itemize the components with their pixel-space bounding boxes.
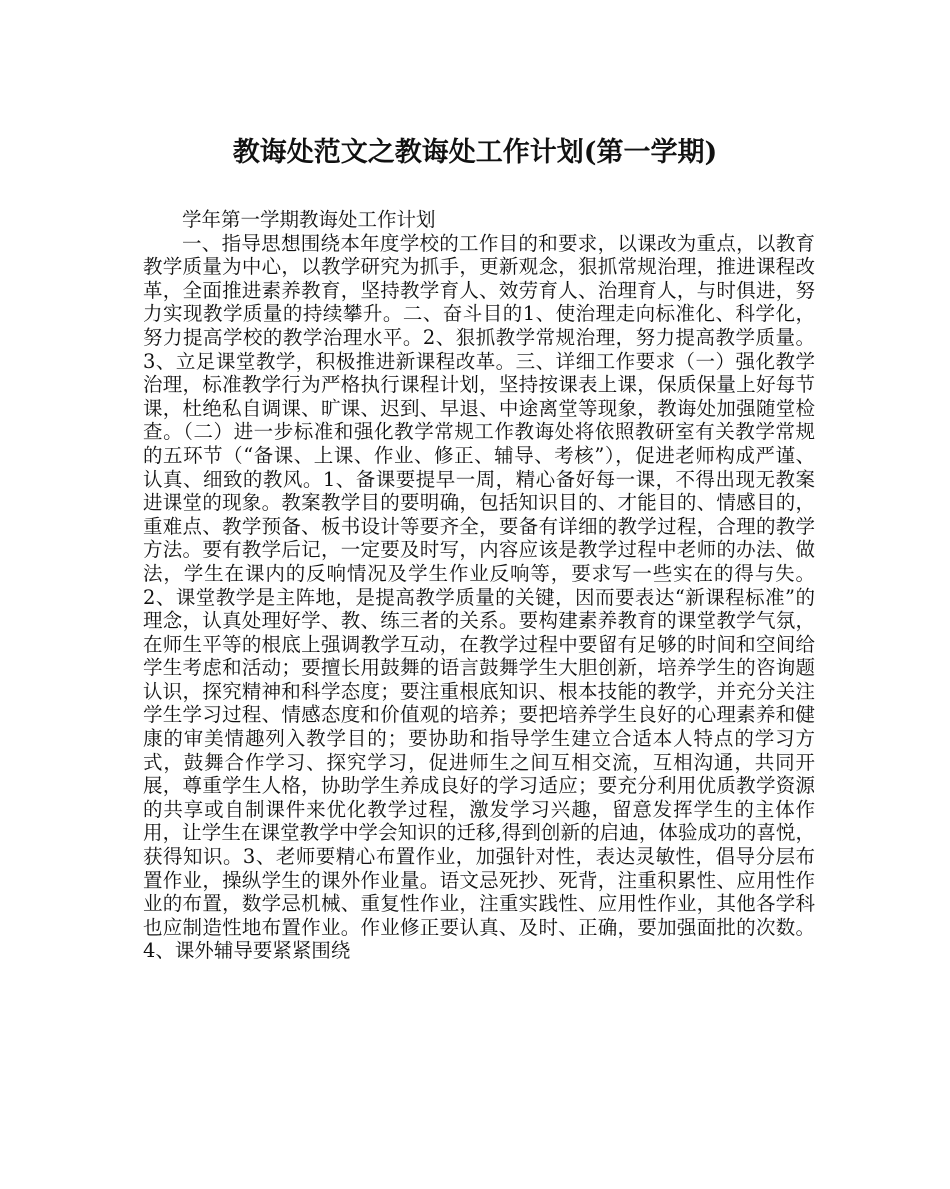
body-paragraph: 一、指导思想围绕本年度学校的工作目的和要求，以课改为重点，以教育教学质量为中心，以教学研究为抓手，更新观念，狠抓常规治理，推进课程改革，全面推进素养教育，坚持教学育人、效劳育人、治理育人，与时俱进，努力实现教学质量的持续攀升。二、奋斗目的1、使治理走向标准化、科学化，努力提高学校的教学治理水平。2、狠抓教学常规治理，努力提高教学质量。3、立足课堂教学，积极推进新课程改革。三、详细工作要求（一）强化教学治理，标准教学行为严格执行课程计划，坚持按课表上课，保质保量上好每节课，杜绝私自调课、旷课、迟到、早退、中途离堂等现象，教诲处加强随堂检查。（二）进一步标准和强化教学常规工作教诲处将依照教研室有关教学常规的五环节（“备课、上课、作业、修正、辅导、考核”），促进老师构成严谨、认真、细致的教风。1、备课要提早一周，精心备好每一课，不得出现无教案进课堂的现象。教案教学目的要明确，包括知识目的、才能目的、情感目的，重难点、教学预备、板书设计等要齐全，要备有详细的教学过程，合理的教学方法。要有教学后记，一定要及时写，内容应该是教学过程中老师的办法、做法，学生在课内的反响情况及学生作业反响等，要求写一些实在的得与失。2、课堂教学是主阵地，是提高教学质量的关键，因而要表达“新课程标准”的理念，认真处理好学、教、练三者的关系。要构建素养教育的课堂教学气氛，在师生平等的根底上强调教学互动，在教学过程中要留有足够的时间和空间给学生考虑和活动；要擅长用鼓舞的语言鼓舞学生大胆创新，培养学生的咨询题认识，探究精神和科学态度；要注重根底知识、根本技能的教学，并充分关注学生学习过程、情感态度和价值观的培养；要把培养学生良好的心理素养和健康的审美情趣列入教学目的；要协助和指导学生建立合适本人特点的学习方式，鼓舞合作学习、探究学习，促进师生之间互相交流，互相沟通，共同开展，尊重学生人格，协助学生养成良好的学习适应；要充分利用优质教学资源的共享或自制课件来优化教学过程，激发学习兴趣，留意发挥学生的主体作用，让学生在课堂教学中学会知识的迁移,得到创新的启迪，体验成功的喜悦，获得知识。3、老师要精心布置作业，加强针对性，表达灵敏性，倡导分层布置作业，操纵学生的课外作业量。语文忌死抄、死背，注重积累性、应用性作业的布置，数学忌机械、重复性作业，注重实践性、应用性作业，其他各学科也应制造性地布置作业。作业修正要认真、及时、正确，要加强面批的次数。4、课外辅导要紧紧围绕 <box>143 231 815 963</box>
document-body <box>143 208 815 963</box>
document-subtitle: 学年第一学期教诲处工作计划 <box>182 208 436 231</box>
document-title: 教诲处范文之教诲处工作计划(第一学期) <box>232 137 718 168</box>
